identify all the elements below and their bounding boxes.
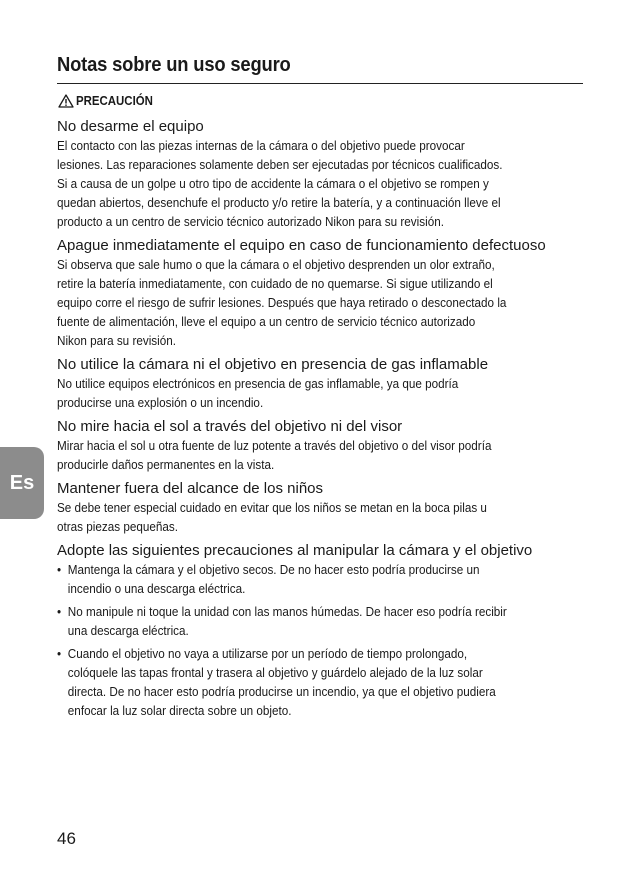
bullet-marker: •	[57, 562, 62, 577]
bullet-list	[57, 560, 583, 720]
content	[57, 119, 583, 727]
section-heading: Apague inmediatamente el equipo en caso de funcionamiento defectuoso	[57, 237, 546, 254]
caution-label: PRECAUCIÓN	[76, 93, 153, 108]
bullet-marker: •	[57, 604, 62, 619]
section-body: El contacto con las piezas internas de la cámara o del objetivo puede provocar lesiones. Las reparaciones solamente deben ser ejecutadas por técnicos cualificados. Si a causa de un golpe u otro tipo de accidente la cámara o el objetivo se rompen y quedan abiertos, desenchufe el producto y/o retire la batería, y a continuación lleve el producto a un centro de servicio técnico autorizado Nikon para su revisión.	[57, 138, 503, 229]
title-rule	[57, 83, 583, 84]
section-heading: No mire hacia el sol a través del objetivo ni del visor	[57, 418, 403, 435]
page-title: Notas sobre un uso seguro	[57, 54, 291, 76]
section-malfunction	[57, 238, 583, 350]
list-item	[57, 560, 581, 598]
section-body: Mirar hacia el sol u otra fuente de luz potente a través del objetivo o del visor podría producirle daños permanentes en la vista.	[57, 438, 492, 472]
warning-triangle-icon	[58, 94, 76, 108]
bullet-marker: •	[57, 646, 62, 661]
section-heading: No utilice la cámara ni el objetivo en presencia de gas inflamable	[57, 356, 489, 373]
bullet-text: Mantenga la cámara y el objetivo secos. De no hacer esto podría producirse un incendio o una descarga eléctrica.	[67, 562, 480, 596]
bullet-text: No manipule ni toque la unidad con las manos húmedas. De hacer eso podría recibir una descarga eléctrica.	[67, 604, 507, 638]
section-children	[57, 481, 583, 536]
list-item	[57, 602, 581, 640]
section-body: No utilice equipos electrónicos en presencia de gas inflamable, ya que podría producirse una explosión o un incendio.	[57, 376, 459, 410]
section-sun	[57, 419, 583, 474]
section-heading: Adopte las siguientes precauciones al manipular la cámara y el objetivo	[57, 542, 533, 559]
caution-header	[58, 93, 163, 108]
section-heading: No desarme el equipo	[57, 118, 204, 135]
list-item	[57, 644, 581, 720]
page-number: 46	[57, 829, 76, 848]
section-body: Se debe tener especial cuidado en evitar que los niños se metan en la boca pilas u otras piezas pequeñas.	[57, 500, 487, 534]
bullet-text: Cuando el objetivo no vaya a utilizarse por un período de tiempo prolongado, colóquele las tapas frontal y trasera al objetivo y guárdelo alejado de la luz solar directa. De no hacer esto podría producirse un incendio, ya que el objetivo pudiera enfocar la luz solar directa sobre un objeto.	[67, 646, 496, 718]
section-disassembly	[57, 119, 583, 231]
section-heading: Mantener fuera del alcance de los niños	[57, 480, 324, 497]
section-handling	[57, 543, 583, 720]
language-tab-label: Es	[9, 471, 35, 494]
language-tab	[0, 447, 44, 519]
section-body: Si observa que sale humo o que la cámara o el objetivo desprenden un olor extraño, retire la batería inmediatamente, con cuidado de no quemarse. Si sigue utilizando el equipo corre el riesgo de sufrir lesiones. Después que haya retirado o desconectado la fuente de alimentación, lleve el equipo a un centro de servicio técnico autorizado Nikon para su revisión.	[57, 257, 507, 348]
section-flammable-gas	[57, 357, 583, 412]
